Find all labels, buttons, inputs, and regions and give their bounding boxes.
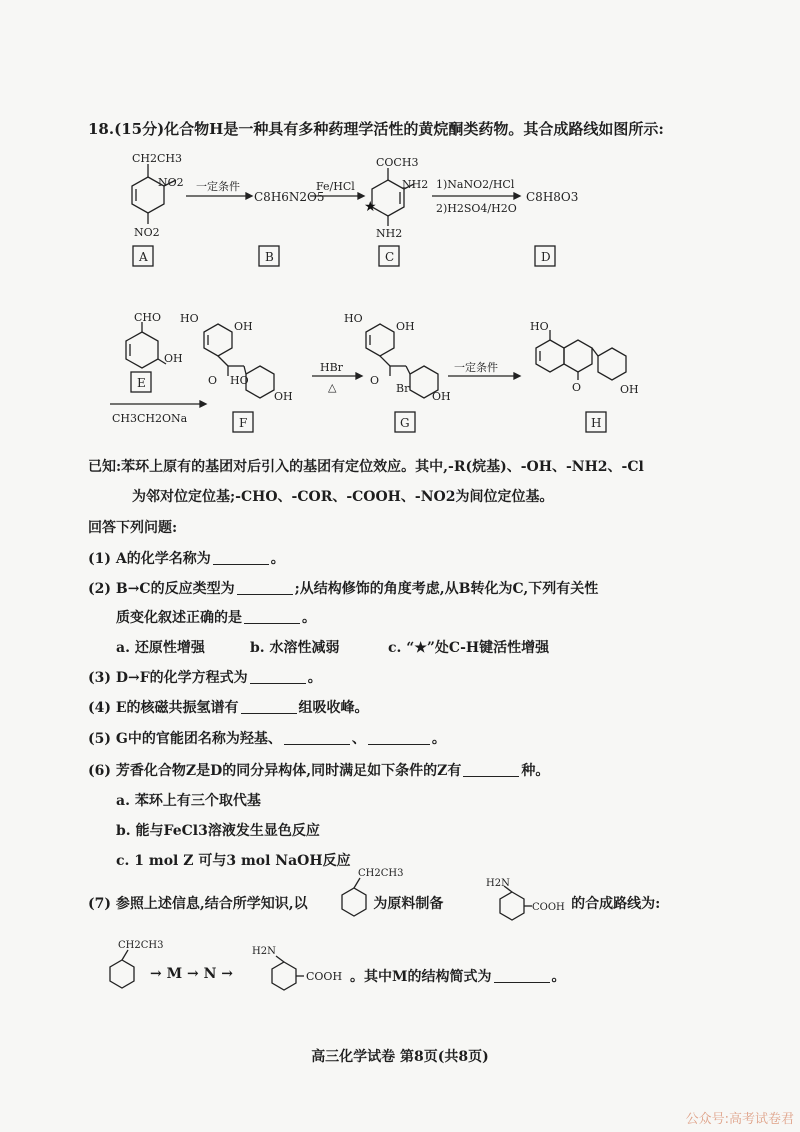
answer-blank-6[interactable]: [463, 762, 519, 777]
question-2-cont: 质变化叙述正确的是 。: [116, 610, 316, 626]
question-4: (4) E的核磁共振氢谱有 组吸收峰。: [88, 700, 369, 716]
q7-cooh-label: COOH: [532, 902, 565, 913]
ethylbenzene-structure: [342, 878, 366, 916]
cond-df: CH3CH2ONa: [112, 412, 188, 425]
cond-cd-2: 2)H2SO4/H2O: [436, 202, 517, 215]
compound-h-structure: [536, 330, 626, 380]
question-title: 18.(15分)化合物H是一种具有多种药理学活性的黄烷酮类药物。其合成路线如图所示:: [88, 120, 664, 138]
route-arrows: → M → N →: [150, 966, 233, 982]
q6-condition-a: a. 苯环上有三个取代基: [116, 793, 261, 809]
answer-blank-2b[interactable]: [244, 609, 300, 624]
cond-bc: Fe/HCl: [316, 180, 355, 193]
c-nh2-bottom-label: NH2: [376, 227, 403, 240]
g-ho-label: HO: [344, 312, 363, 325]
answer-blank-4[interactable]: [241, 699, 297, 714]
label-c: C: [385, 250, 395, 264]
answer-blank-3[interactable]: [250, 669, 306, 684]
route-tail: 。其中M的结构简式为 。: [350, 969, 566, 985]
compound-c-structure: [372, 168, 414, 226]
formula-d: C8H8O3: [526, 190, 579, 204]
cond-ab: 一定条件: [196, 180, 240, 193]
label-e: E: [137, 376, 146, 390]
answer-blank-2a[interactable]: [237, 580, 293, 595]
e-cho-label: CHO: [134, 311, 162, 324]
compound-a-structure: [132, 164, 176, 224]
c-acetyl-label: COCH3: [376, 156, 419, 169]
known-line-1: 已知:苯环上原有的基团对后引入的基团有定位效应。其中,-R(烷基)、-OH、-NH2、-Cl: [88, 459, 644, 475]
q2-option-c: c. “★”处C-H键活性增强: [388, 640, 550, 656]
h-oh-label: OH: [620, 383, 639, 396]
known-info: [88, 452, 644, 512]
f-o-label: O: [208, 374, 218, 387]
route-product-structure: [272, 956, 304, 990]
f-ho-label: HO: [180, 312, 199, 325]
cond-fg-top: HBr: [320, 361, 343, 374]
star-icon: ★: [364, 199, 377, 215]
answer-heading: 回答下列问题:: [88, 520, 178, 536]
cond-gh: 一定条件: [454, 361, 498, 374]
route-ethyl-label: CH2CH3: [118, 940, 164, 951]
cond-fg-bottom: △: [328, 381, 337, 394]
f-ho-side-label: HO: [230, 374, 249, 387]
label-h: H: [591, 416, 602, 430]
question-7: (7) 参照上述信息,结合所学知识,以 为原料制备 的合成路线为:: [88, 896, 661, 912]
label-a: A: [139, 250, 148, 264]
h-o-label: O: [572, 381, 582, 394]
answer-blank-5b[interactable]: [368, 730, 430, 745]
label-d: D: [541, 250, 551, 264]
a-ethyl-label: CH2CH3: [132, 152, 183, 165]
route-h2n-label: H2N: [252, 946, 276, 957]
known-line-2: 为邻对位定位基;-CHO、-COR、-COOH、-NO2为间位定位基。: [132, 489, 554, 505]
q6-condition-c: c. 1 mol Z 可与3 mol NaOH反应: [116, 853, 351, 869]
h-ho-label: HO: [530, 320, 549, 333]
formula-b: C8H6N2O5: [254, 190, 325, 204]
q2-option-b: b. 水溶性减弱: [250, 640, 340, 656]
q7-ethyl-label: CH2CH3: [358, 868, 404, 879]
question-1: (1) A的化学名称为 。: [88, 551, 285, 567]
label-b: B: [265, 250, 274, 264]
f-oh-label: OH: [234, 320, 253, 333]
c-nh2-label: NH2: [402, 178, 429, 191]
compound-e-structure: [126, 322, 166, 368]
a-no2-label: NO2: [158, 176, 184, 189]
a-no2-bottom-label: NO2: [134, 226, 160, 239]
g-oh-ring-label: OH: [432, 390, 451, 403]
q2-option-a: a. 还原性增强: [116, 640, 205, 656]
cond-cd-1: 1)NaNO2/HCl: [436, 178, 515, 191]
f-oh-ring-label: OH: [274, 390, 293, 403]
e-oh-label: OH: [164, 352, 183, 365]
q7-h2n-label: H2N: [486, 878, 510, 889]
label-f: F: [239, 416, 248, 430]
answer-blank-7[interactable]: [494, 968, 550, 983]
question-3: (3) D→F的化学方程式为 。: [88, 670, 322, 686]
question-2: (2) B→C的反应类型为 ;从结构修饰的角度考虑,从B转化为C,下列有关性: [88, 581, 599, 597]
question-6: (6) 芳香化合物Z是D的同分异构体,同时满足如下条件的Z有 种。: [88, 763, 550, 779]
question-7-structures: [0, 862, 800, 1012]
page-footer: 高三化学试卷 第8页(共8页): [311, 1049, 489, 1065]
g-br-label: Br: [396, 382, 410, 395]
watermark: 公众号:高考试卷君: [685, 1112, 794, 1127]
label-g: G: [400, 416, 410, 430]
aminobenzoic-acid-structure: [500, 886, 532, 920]
g-o-label: O: [370, 374, 380, 387]
q6-condition-b: b. 能与FeCl3溶液发生显色反应: [116, 823, 320, 839]
question-5: (5) G中的官能团名称为羟基、 、 。: [88, 731, 446, 747]
answer-blank-1[interactable]: [213, 550, 269, 565]
route-ethylbenzene-structure: [110, 950, 134, 988]
synthesis-scheme: [0, 0, 800, 450]
route-cooh-label: COOH: [306, 970, 343, 983]
answer-blank-5a[interactable]: [284, 730, 350, 745]
g-oh-label: OH: [396, 320, 415, 333]
